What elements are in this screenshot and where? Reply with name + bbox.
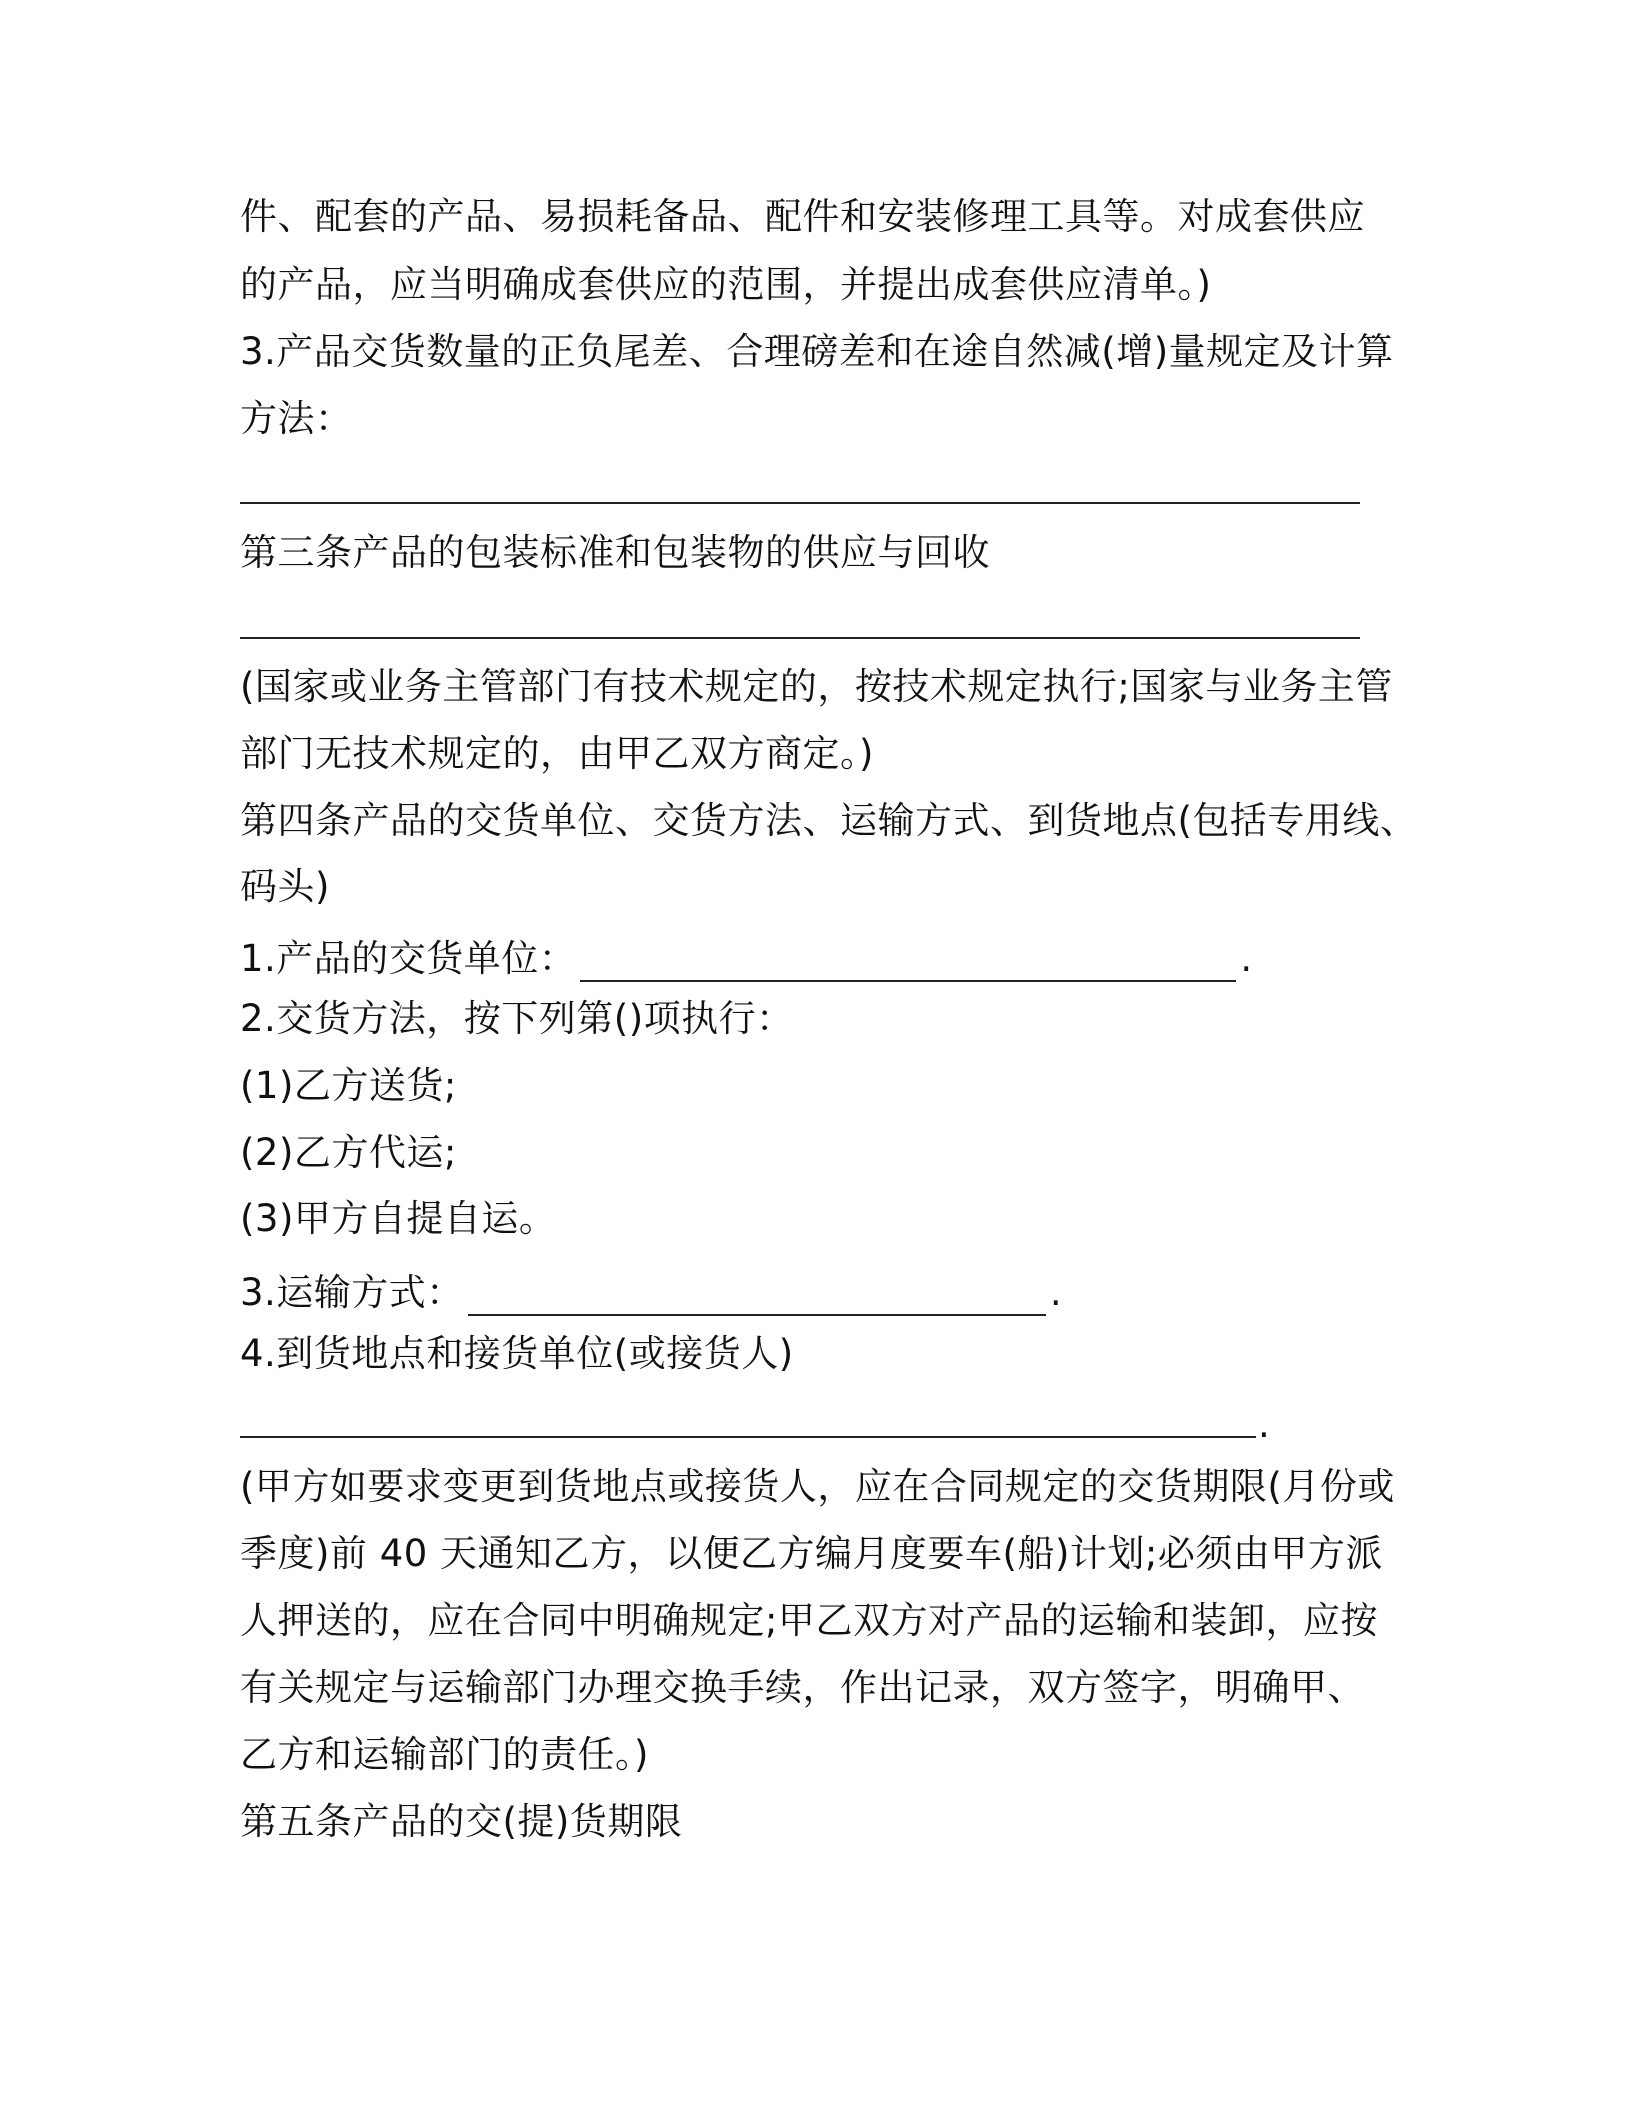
period: . — [1049, 1271, 1063, 1314]
list-item: (3)甲方自提自运。 — [240, 1197, 557, 1240]
paragraph-line: 2.交货方法，按下列第()项执行： — [240, 997, 794, 1040]
paragraph-line: 4.到货地点和接货单位(或接货人) — [240, 1332, 794, 1375]
delivery-unit-line — [240, 936, 1253, 982]
paragraph-line: 部门无技术规定的，由甲乙双方商定。) — [240, 732, 874, 775]
article-5-heading: 第五条产品的交(提)货期限 — [240, 1800, 683, 1843]
period: . — [1240, 937, 1253, 980]
paragraph-line: 方法： — [240, 397, 353, 440]
article-3-heading: 第三条产品的包装标准和包装物的供应与回收 — [240, 531, 990, 574]
paragraph-line: 码头) — [240, 865, 330, 908]
list-item: (1)乙方送货; — [240, 1064, 457, 1107]
paragraph-line: (国家或业务主管部门有技术规定的，按技术规定执行;国家与业务主管 — [240, 665, 1393, 708]
transport-method-label: 3.运输方式： — [240, 1271, 464, 1314]
blank-fill-line — [240, 502, 1360, 504]
paragraph-line: (甲方如要求变更到货地点或接货人，应在合同规定的交货期限(月份或 — [240, 1465, 1395, 1508]
paragraph-line: 件、配套的产品、易损耗备品、配件和安装修理工具等。对成套供应 — [240, 195, 1365, 238]
blank-fill-line — [240, 637, 1360, 639]
paragraph-line: 季度)前 40 天通知乙方，以便乙方编月度要车(船)计划;必须由甲方派 — [240, 1532, 1383, 1575]
list-item: (2)乙方代运; — [240, 1131, 457, 1174]
transport-method-line — [240, 1270, 1062, 1316]
period: . — [1258, 1403, 1270, 1446]
paragraph-line: 人押送的，应在合同中明确规定;甲乙双方对产品的运输和装卸，应按 — [240, 1599, 1378, 1642]
paragraph-line: 有关规定与运输部门办理交换手续，作出记录，双方签字，明确甲、 — [240, 1666, 1365, 1709]
paragraph-line: 乙方和运输部门的责任。) — [240, 1733, 649, 1776]
delivery-unit-blank — [580, 946, 1236, 982]
article-4-heading: 第四条产品的交货单位、交货方法、运输方式、到货地点(包括专用线、 — [240, 799, 1418, 842]
paragraph-line: 的产品，应当明确成套供应的范围，并提出成套供应清单。) — [240, 263, 1212, 306]
transport-method-blank — [468, 1280, 1046, 1316]
item-3-heading: 3.产品交货数量的正负尾差、合理磅差和在途自然减(增)量规定及计算 — [240, 330, 1394, 373]
blank-fill-line — [240, 1436, 1256, 1438]
delivery-unit-label: 1.产品的交货单位： — [240, 937, 577, 980]
